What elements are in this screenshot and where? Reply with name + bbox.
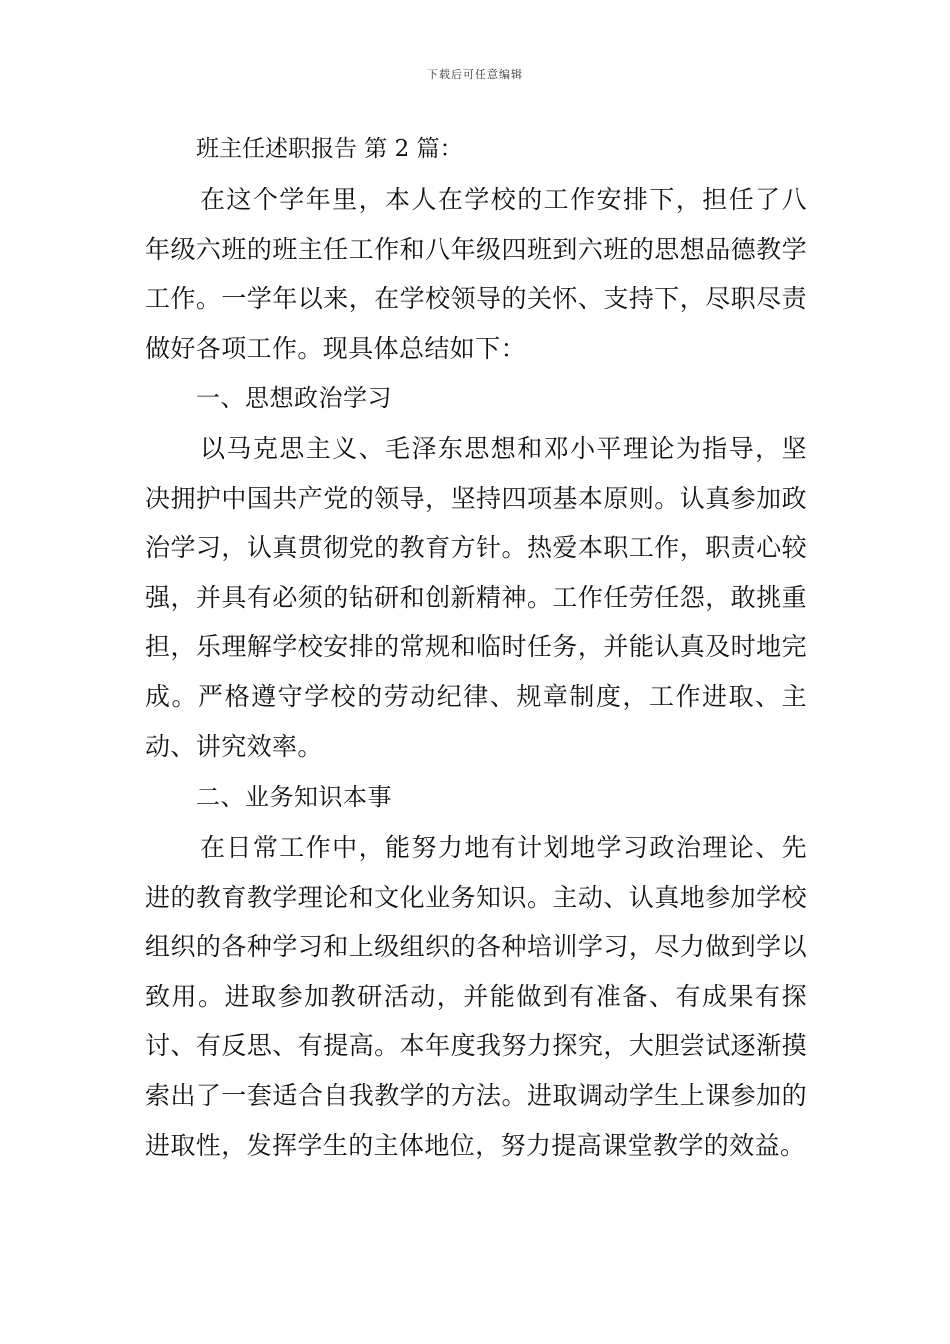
political-study-paragraph: 以马克思主义、毛泽东思想和邓小平理论为指导，坚决拥护中国共产党的领导，坚持四项基本原则。认真参加政治学习，认真贯彻党的教育方针。热爱本职工作，职责心较强，并具有必须的钻研和创新精神。工作任劳任怨，敢挑重担，乐理解学校安排的常规和临时任务，并能认真及时地完成。严格遵守学校的劳动纪律、规章制度，工作进取、主动、讲究效率。 (145, 434, 807, 761)
intro-paragraph: 在这个学年里，本人在学校的工作安排下，担任了八年级六班的班主任工作和八年级四班到六班的思想品德教学工作。一学年以来，在学校领导的关怀、支持下，尽职尽责做好各项工作。现具体总结如下： (145, 185, 807, 363)
section-heading-professional-skills: 二、业务知识本事 (196, 783, 392, 811)
section-heading-political-study: 一、思想政治学习 (196, 384, 392, 412)
document-title: 班主任述职报告 第 2 篇： (196, 136, 463, 162)
page-header-watermark: 下载后可任意编辑 (427, 68, 523, 81)
professional-skills-paragraph: 在日常工作中，能努力地有计划地学习政治理论、先进的教育教学理论和文化业务知识。主动、认真地参加学校组织的各种学习和上级组织的各种培训学习，尽力做到学以致用。进取参加教研活动，并能做到有准备、有成果有探讨、有反思、有提高。本年度我努力探究，大胆尝试逐渐摸索出了一套适合自我教学的方法。进取调动学生上课参加的进取性，发挥学生的主体地位，努力提高课堂教学的效益。 (145, 833, 807, 1160)
